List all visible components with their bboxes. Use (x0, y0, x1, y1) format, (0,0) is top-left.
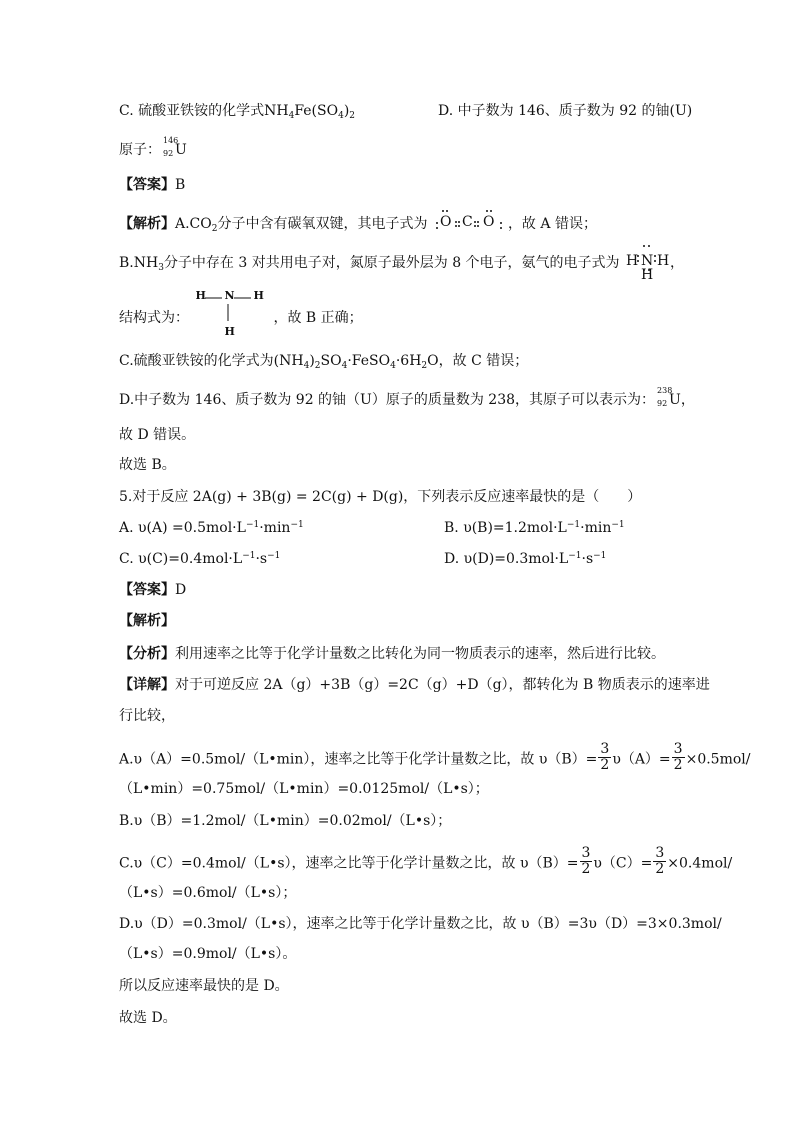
co2-o-left: O (439, 214, 452, 230)
q5-fenxi: 【分析】利用速率之比等于化学计量数之比转化为同一物质表示的速率，然后进行比较。 (119, 646, 665, 662)
nh3-electron-formula (624, 252, 670, 283)
co2-electron-formula (432, 213, 508, 231)
nh3-h-left: H (626, 253, 639, 269)
q4-analysis-d1: D.中子数为 146、质子数为 92 的铀（U）原子的质量数为 238，其原子可以表示为： 238 92 U， (119, 386, 695, 408)
struct-h-left: H (195, 289, 206, 302)
fraction-3-2: $\frac{3}{2}$ (581, 845, 591, 877)
q5-option-c: C. $\upsilon(C)=0.4mol\cdot L^{-1}\cdot s^{-1}$ (119, 551, 281, 567)
co2-c: C (461, 214, 473, 230)
q4-option-d-cont: 原子： 146 92 U (119, 136, 187, 158)
fraction-3-2: $\frac{3}{2}$ (655, 845, 665, 877)
q4-analysis-c: C.硫酸亚铁铵的化学式为$(NH_4)_2SO_4\cdot FeSO_4\cdot 6H_2O$，故 C 错误； (119, 353, 529, 371)
q5-analysis-heading: 【解析】 (119, 613, 175, 629)
q4-analysis-b1: $B.NH_3$分子中存在 3 对共用电子对，氮原子最外层为 8 个电子，氨气的电子式为 H N H H ， (119, 252, 684, 272)
struct-h-right: H (253, 289, 264, 302)
fraction-3-2: $\frac{3}{2}$ (673, 741, 683, 773)
q5-xiangjie: 【详解】对于可逆反应 2A（g）+3B（g）=2C（g）+D（g），都转化为 B 物质表示的速率进 (119, 677, 710, 693)
q5-calc-c2: （L•s）=0.6mol/（L•s）； (119, 885, 297, 901)
q5-calc-a2: （L•min）=0.75mol/（L•min）=0.0125mol/（L•s）； (119, 781, 489, 797)
struct-h-bottom: H (224, 325, 235, 338)
q5-calc-d2: （L•s）=0.9mol/（L•s）。 (119, 946, 297, 962)
q4-analysis-a: 【解析】$A.CO_2$分子中含有碳氧双键，其电子式为 O C O ，故 A 错误； (119, 213, 597, 233)
q4-answer: 【答案】B (119, 177, 186, 193)
q4-option-c: C. 硫酸亚铁铵的化学式$NH_4Fe(SO_4)_2$ (119, 103, 356, 121)
struct-n: N (224, 289, 235, 302)
q4-option-d: D. 中子数为 146、质子数为 92 的铀(U) (438, 103, 693, 119)
nh3-structural-formula (193, 289, 273, 338)
nh3-h-bottom: H (641, 267, 654, 283)
q5-option-b: B. $\upsilon(B)=1.2mol\cdot L^{-1}\cdot\min^{-1}$ (444, 520, 625, 536)
q5-calc-d1: D.υ（D）=0.3mol/（L•s），速率之比等于化学计量数之比，故 υ（B）=3υ（D）=3×0.3mol/ (119, 916, 722, 932)
q5-calc-c1: C.υ（C）=0.4mol/（L•s），速率之比等于化学计量数之比，故 υ（B）= $\frac{3}{2}$ υ（C）= $\frac{3}{2}$ ×0.4mol/ (119, 845, 733, 877)
q5-calc-b1: B.υ（B）=1.2mol/（L•min）=0.02mol/（L•s）； (119, 813, 452, 829)
q4-analysis-d2: 故 D 错误。 (119, 427, 196, 443)
q5-option-d: D. $\upsilon(D)=0.3mol\cdot L^{-1}\cdot s^{-1}$ (444, 551, 607, 567)
nuclide-u-238: 238 92 (657, 386, 673, 408)
nh3-n: N (641, 253, 654, 269)
q5-xiangjie-cont: 行比较， (119, 708, 175, 724)
q4-choose: 故选 B。 (119, 457, 176, 473)
q5-stem: 5.对于反应 2A(g) + 3B(g) = 2C(g) + D(g)，下列表示反应速率最快的是（ ） (119, 489, 642, 505)
q5-choose: 故选 D。 (119, 1010, 177, 1026)
q4-analysis-b2: 结构式为： H N H H ，故 B 正确； (119, 307, 363, 327)
co2-o-right: O (482, 214, 495, 230)
nh3-h-right: H (657, 253, 670, 269)
q5-calc-a1: A.υ（A）=0.5mol/（L•min），速率之比等于化学计量数之比，故 υ（B）= $\frac{3}{2}$ υ（A）= $\frac{3}{2}$ ×0.5mol/ (119, 741, 751, 773)
q5-answer: 【答案】D (119, 582, 187, 598)
fraction-3-2: $\frac{3}{2}$ (600, 741, 610, 773)
nuclide-u: 146 92 (163, 136, 179, 158)
q5-conclusion: 所以反应速率最快的是 D。 (119, 978, 289, 994)
q5-option-a: A. $\upsilon(A) =0.5mol\cdot L^{-1}\cdot\min^{-1}$ (119, 520, 304, 536)
